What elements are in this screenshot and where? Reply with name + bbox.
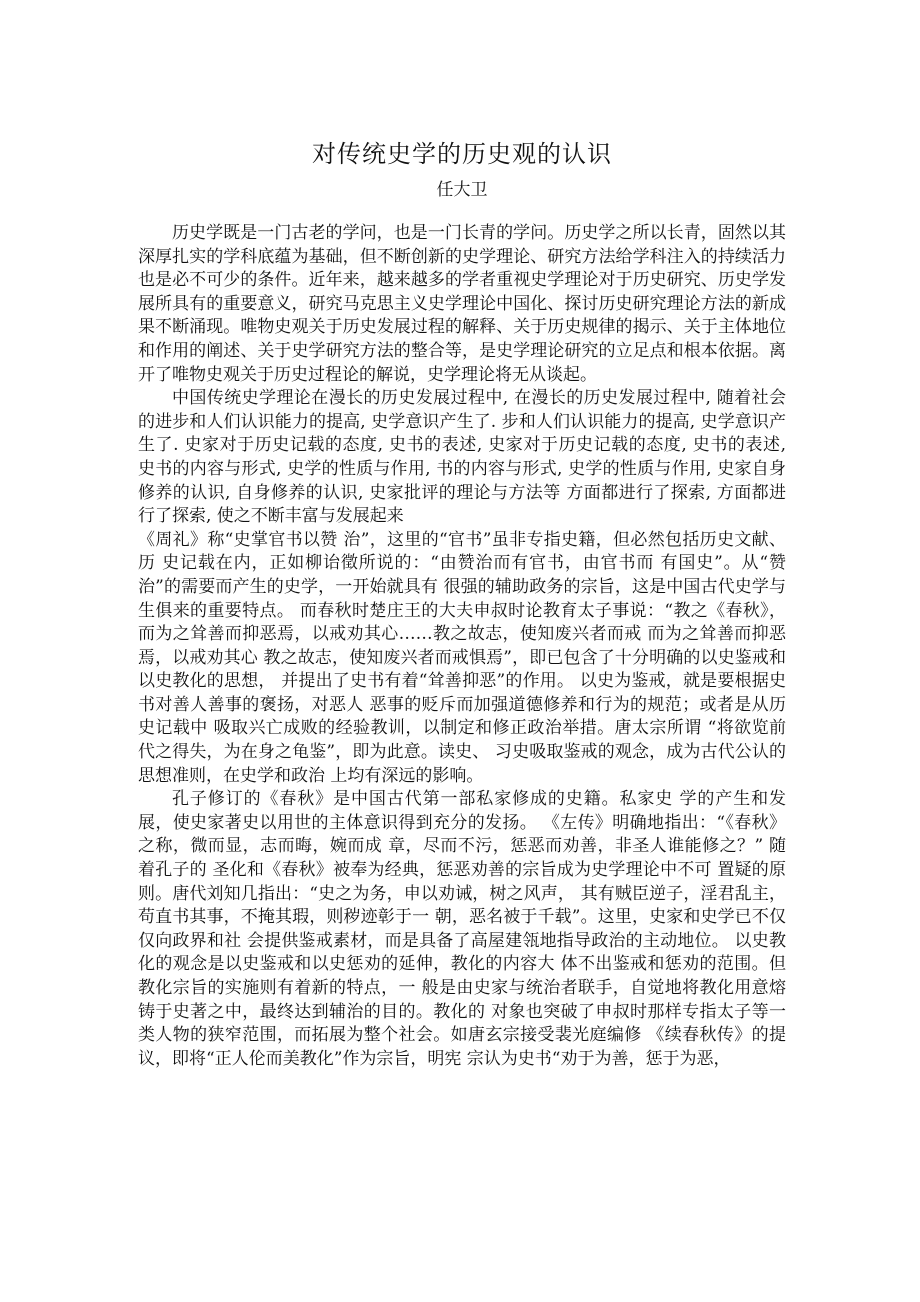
document-page	[138, 138, 786, 1071]
document-title: 对传统史学的历史观的认识	[312, 140, 612, 168]
paragraph-2: 中国传统史学理论在漫长的历史发展过程中, 在漫长的历史发展过程中, 随着社会的进步和人们认识能力的提高, 史学意识产生了. 步和人们认识能力的提高, 史学意识产生了. 史家对于历史记载的态度, 史书的表述, 史家对于历史记载的态度, 史书的表述, 史书的内容与形式, 史学的性质与作用, 书的内容与形式, 史学的性质与作用, 史家自身修养的认识, 自身修养的认识, 史家批评的理论与方法等 方面都进行了探索, 方面都进行了探索, 使之不断丰富与发展起来	[138, 388, 786, 527]
paragraph-1: 历史学既是一门古老的学问，也是一门长青的学问。历史学之所以长青，固然以其深厚扎实的学科底蕴为基础，但不断创新的史学理论、研究方法给学科注入的持续活力也是必不可少的条件。近年来，越来越多的学者重视史学理论对于历史研究、历史学发展所具有的重要意义，研究马克思主义史学理论中国化、探讨历史研究理论方法的新成果不断涌现。唯物史观关于历史发展过程的解释、关于历史规律的揭示、关于主体地位和作用的阐述、关于史学研究方法的整合等，是史学理论研究的立足点和根本依据。离开了唯物史观关于历史过程论的解说，史学理论将无从谈起。	[138, 223, 786, 385]
paragraph-4: 孔子修订的《春秋》是中国古代第一部私家修成的史籍。私家史 学的产生和发展，使史家著史以用世的主体意识得到充分的发扬。 《左传》明确地指出：“《春秋》之称，微而显，志而晦，婉而成 章，尽而不污，惩恶而劝善，非圣人谁能修之？” 随着孔子的 圣化和《春秋》被奉为经典，惩恶劝善的宗旨成为史学理论中不可 置疑的原则。唐代刘知几指出：“史之为务，申以劝诫，树之风声， 其有贼臣逆子，淫君乱主，苟直书其事，不掩其瑕，则秽迹彰于一 朝，恶名被于千载”。这里，史家和史学已不仅仅向政界和社 会提供鉴戒素材，而是具备了高屋建瓴地指导政治的主动地位。 以史教化的观念是以史鉴戒和以史惩劝的延伸，教化的内容大 体不出鉴戒和惩劝的范围。但教化宗旨的实施则有着新的特点，一 般是由史家与统治者联手，自觉地将教化用意熔铸于史著之中，最终达到辅治的目的。教化的 对象也突破了申叔时那样专指太子等一 类人物的狭窄范围，而拓展为整个社会。如唐玄宗接受裴光庭编修 《续春秋传》的提议，即将“正人伦而美教化”作为宗旨，明宪 宗认为史书“劝于为善，惩于为恶，	[138, 789, 786, 1069]
document-author: 任大卫	[436, 180, 488, 200]
paragraph-3: 《周礼》称“史掌官书以赞 治”，这里的“官书”虽非专指史籍，但必然包括历史文献、历 史记载在内，正如柳诒徵所说的：“由赞治而有官书，由官书而 有国史”。从“赞治”的需要而产生的史学，一开始就具有 很强的辅助政务的宗旨，这是中国古代史学与生俱来的重要特点。 而春秋时楚庄王的大夫申叔时论教育太子事说：“教之《春秋》， 而为之耸善而抑恶焉，以戒劝其心……教之故志，使知废兴者而戒 而为之耸善而抑恶焉，以戒劝其心 教之故志，使知废兴者而戒惧焉”，即已包含了十分明确的以史鉴戒和以史教化的思想， 并提出了史书有着“耸善抑恶”的作用。 以史为鉴戒，就是要根据史书对善人善事的褒扬，对恶人 恶事的贬斥而加强道德修养和行为的规范；或者是从历史记载中 吸取兴亡成败的经验教训，以制定和修正政治举措。唐太宗所谓 “将欲览前代之得失，为在身之龟鉴”，即为此意。读史、 习史吸取鉴戒的观念，成为古代公认的思想准则，在史学和政治 上均有深远的影响。	[138, 529, 786, 786]
